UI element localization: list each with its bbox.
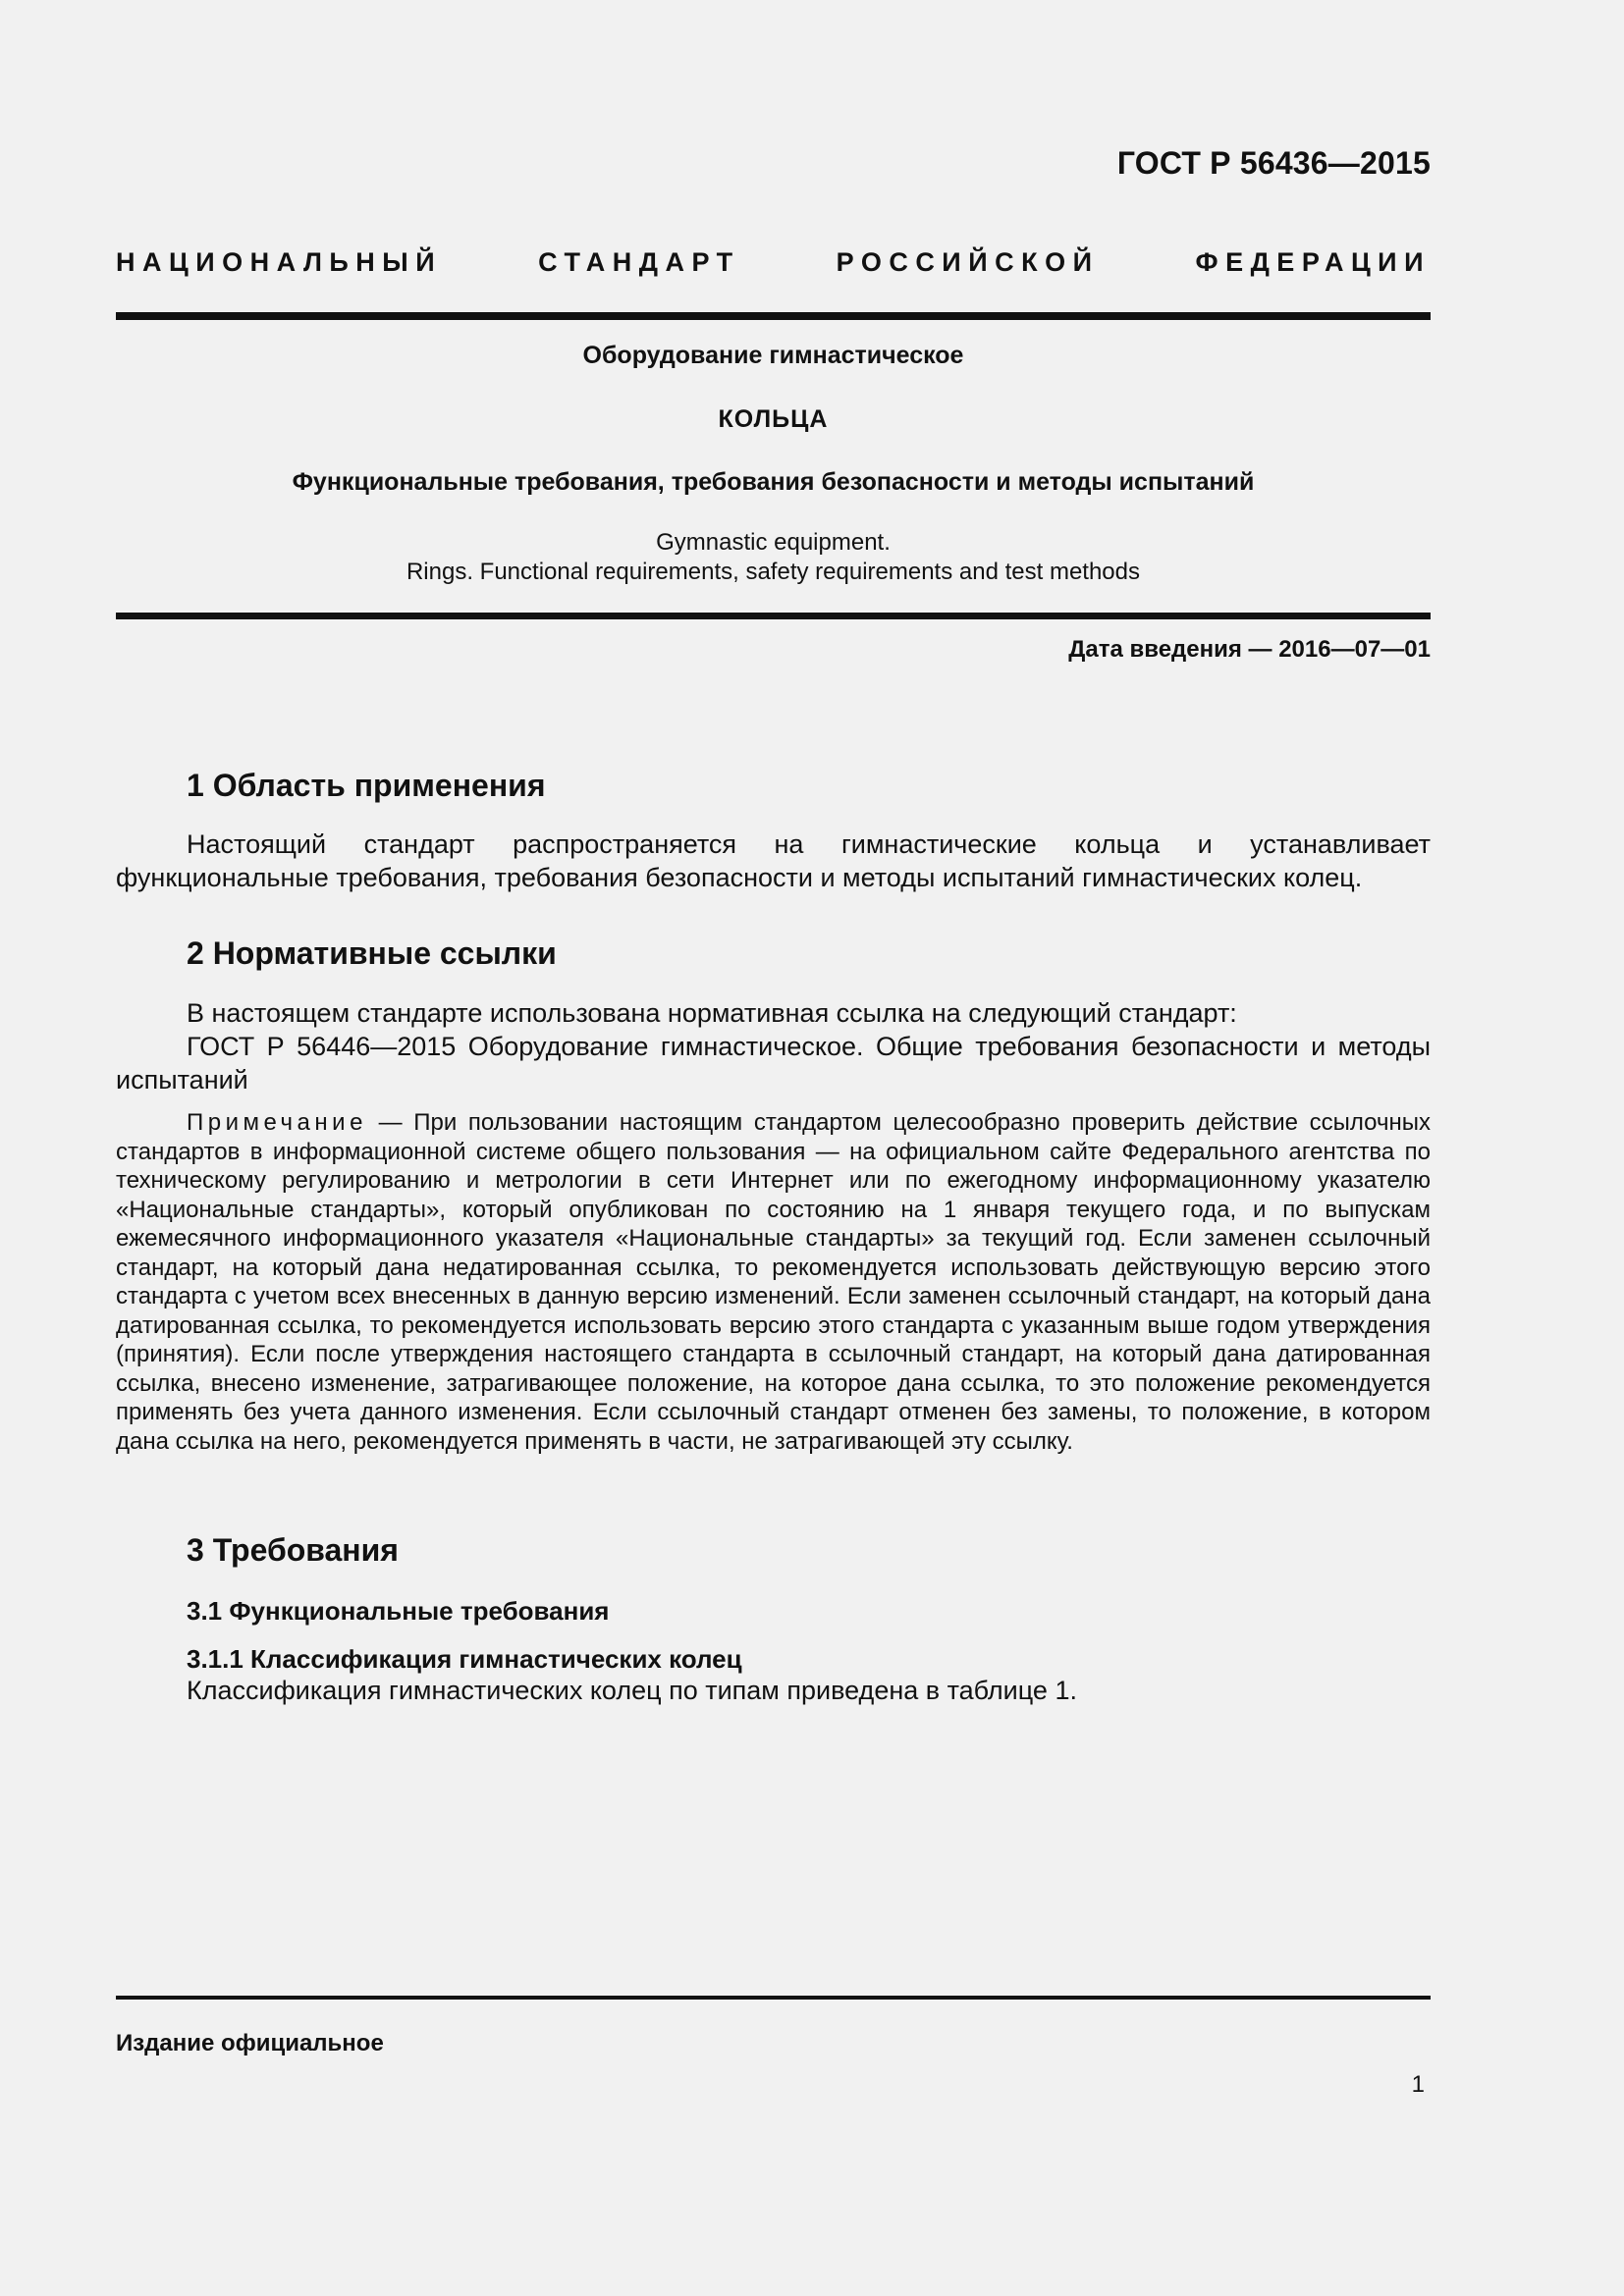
title-english-line1: Gymnastic equipment. — [656, 529, 891, 556]
note-label: Примечание — [187, 1109, 367, 1136]
section-2-heading: 2 Нормативные ссылки — [187, 935, 557, 971]
section-3-heading: 3 Требования — [187, 1532, 399, 1568]
section-1-heading: 1 Область применения — [187, 768, 546, 803]
top-divider — [116, 312, 1431, 320]
note-text: — При пользовании настоящим стандартом целесообразно проверить действие ссылочных стандартов в информационной системе общего пользования — на официальном сайте Федерального агентства по техническому регулированию и метрологии в сети Интернет или по ежегодному информационному указателю «Национальные стандарты», который опубликован по состоянию на 1 января текущего года, и по выпускам ежемесячного информационного указателя «Национальные стандарты» за текущий год. Если заменен ссылочный стандарт, на который дана недатированная ссылка, то рекомендуется использовать действующую версию этого стандарта с учетом всех внесенных в данную версию изменений. Если заменен ссылочный стандарт, на который дана датированная ссылка, то рекомендуется использовать версию этого стандарта с указанным выше годом утверждения (принятия). Если после утверждения настоящего стандарта в ссылочный стандарт, на который дана датированная ссылка, внесено изменение, затрагивающее положение, на которое дана ссылка, то это положение рекомендуется применять без учета данного изменения. Если ссылочный стандарт отменен без замены, то положение, в котором дана ссылка на него, рекомендуется применять в части, не затрагивающей эту ссылку. — [116, 1109, 1431, 1455]
national-standard-banner: НАЦИОНАЛЬНЫЙ СТАНДАРТ РОССИЙСКОЙ ФЕДЕРАЦИИ — [116, 247, 1431, 277]
page-number: 1 — [1411, 2071, 1425, 2098]
section-3-1-1-heading: 3.1.1 Классификация гимнастических колец — [187, 1644, 742, 1674]
footer-divider — [116, 1996, 1431, 2000]
title-group: Оборудование гимнастическое — [582, 342, 964, 369]
introduction-date: Дата введения — 2016—07—01 — [1068, 636, 1431, 663]
section-2-text-2: ГОСТ Р 56446—2015 Оборудование гимнастическое. Общие требования безопасности и методы испытаний — [116, 1032, 1431, 1095]
document-number: ГОСТ Р 56436—2015 — [1116, 145, 1431, 181]
title-divider — [116, 613, 1431, 619]
section-3-1-heading: 3.1 Функциональные требования — [187, 1596, 610, 1626]
title-subtitle: Функциональные требования, требования безопасности и методы испытаний — [292, 468, 1255, 496]
edition-label: Издание официальное — [116, 2030, 384, 2056]
title-english-line2: Rings. Functional requirements, safety requirements and test methods — [406, 559, 1141, 585]
section-2-text-1: В настоящем стандарте использована нормативная ссылка на следующий стандарт: — [187, 998, 1237, 1028]
title-main: КОЛЬЦА — [718, 405, 829, 433]
document-page — [116, 0, 1431, 2296]
section-3-1-1-text: Классификация гимнастических колец по типам приведена в таблице 1. — [187, 1676, 1077, 1705]
section-1-text: Настоящий стандарт распространяется на гимнастические кольца и устанавливает функциональные требования, требования безопасности и методы испытаний гимнастических колец. — [116, 829, 1431, 892]
section-2-note — [116, 1108, 1431, 1456]
